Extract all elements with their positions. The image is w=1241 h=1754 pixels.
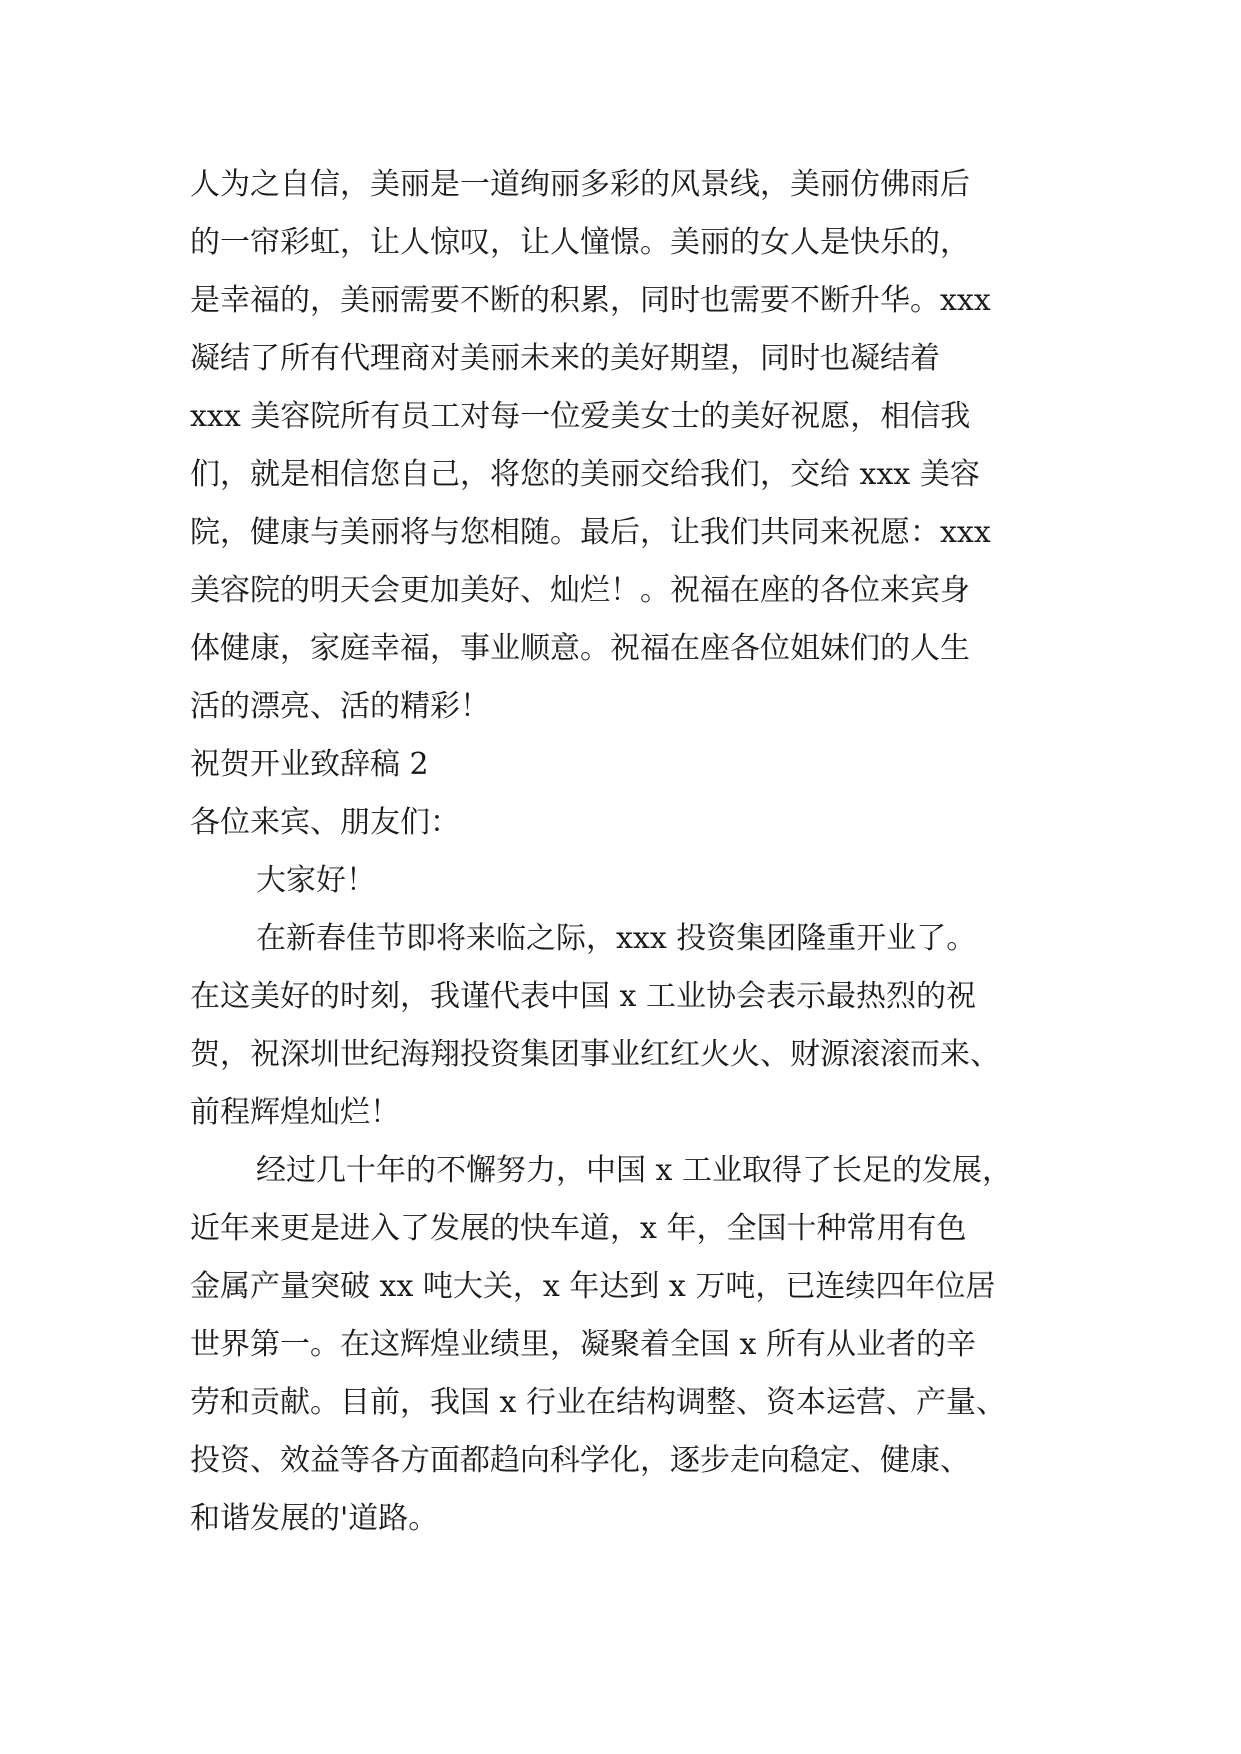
body-text-line: 贺，祝深圳世纪海翔投资集团事业红红火火、财源滚滚而来、 (190, 1037, 1000, 1072)
body-text-line: 投资、效益等各方面都趋向科学化，逐步走向稳定、健康、 (190, 1443, 970, 1478)
body-text-line: 在这美好的时刻，我谨代表中国 x 工业协会表示最热烈的祝 (190, 979, 976, 1014)
body-text-line: 人为之自信，美丽是一道绚丽多彩的风景线，美丽仿佛雨后 (190, 167, 970, 202)
body-text-line: 的一帘彩虹，让人惊叹，让人憧憬。美丽的女人是快乐的， (190, 225, 970, 260)
body-text-line: 前程辉煌灿烂！ (190, 1095, 400, 1130)
body-text-line: 劳和贡献。目前，我国 x 行业在结构调整、资本运营、产量、 (190, 1385, 1006, 1420)
greeting: 大家好！ (256, 863, 376, 898)
body-text-line: 院，健康与美丽将与您相随。最后，让我们共同来祝愿：xxx (190, 515, 991, 550)
body-text-line: 们，就是相信您自己，将您的美丽交给我们，交给 xxx 美容 (190, 457, 980, 492)
body-text-line: 美容院的明天会更加美好、灿烂！。祝福在座的各位来宾身 (190, 573, 970, 608)
body-text-line: 和谐发展的'道路。 (190, 1501, 439, 1536)
body-text-line: 活的漂亮、活的精彩！ (190, 689, 490, 724)
body-text-line: 近年来更是进入了发展的快车道，x 年，全国十种常用有色 (190, 1211, 967, 1246)
body-text-line: 是幸福的，美丽需要不断的积累，同时也需要不断升华。xxx (190, 283, 991, 318)
salutation: 各位来宾、朋友们： (190, 805, 460, 840)
body-text-line: 体健康，家庭幸福，事业顺意。祝福在座各位姐妹们的人生 (190, 631, 970, 666)
body-text-line: xxx 美容院所有员工对每一位爱美女士的美好祝愿，相信我 (190, 399, 971, 434)
section-heading: 祝贺开业致辞稿 2 (190, 747, 429, 782)
body-text-line: 凝结了所有代理商对美丽未来的美好期望，同时也凝结着 (190, 341, 940, 376)
body-text-line: 在新春佳节即将来临之际，xxx 投资集团隆重开业了。 (256, 921, 977, 956)
body-text-line: 经过几十年的不懈努力，中国 x 工业取得了长足的发展， (256, 1153, 1012, 1188)
body-text-line: 世界第一。在这辉煌业绩里，凝聚着全国 x 所有从业者的辛 (190, 1327, 976, 1362)
body-text-line: 金属产量突破 xx 吨大关，x 年达到 x 万吨，已连续四年位居 (190, 1269, 996, 1304)
